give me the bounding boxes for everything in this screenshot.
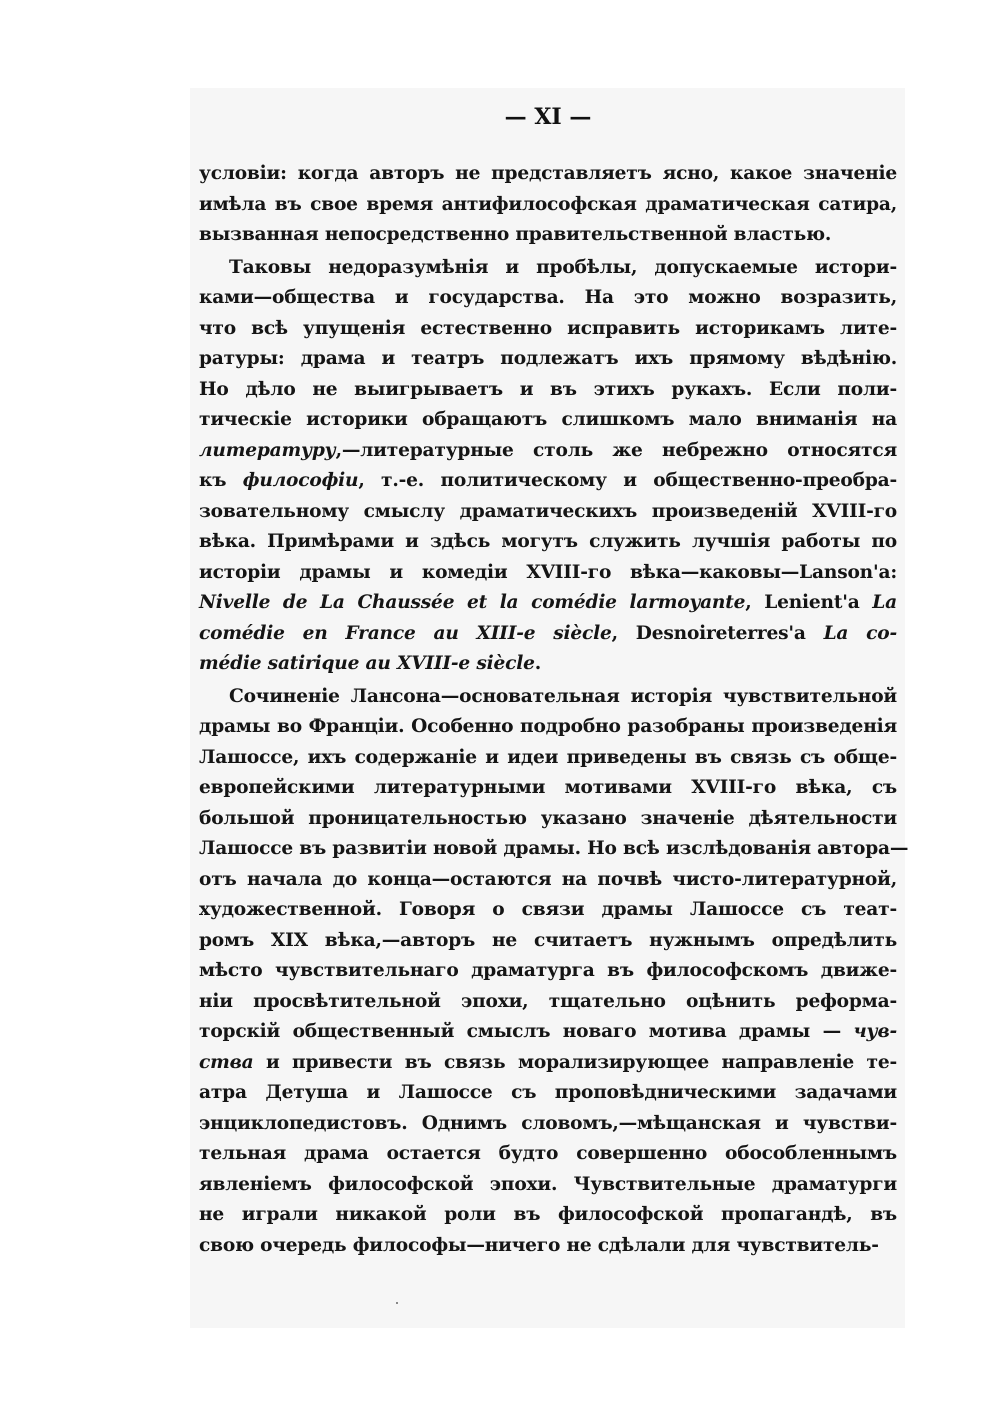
text-line [199,895,897,926]
text-segment: торскiй общественный смыслъ новаго мотива драмы — [199,1021,854,1042]
italic-segment: философiи [242,470,359,491]
text-segment: ками—общества и государства. На это можно возразить, [199,287,897,308]
text-line [199,1109,897,1140]
text-segment: Таковы недоразумѣнiя и пробѣлы, допускаемые истори- [229,256,897,278]
text-line [199,1078,897,1109]
text-line [199,1231,897,1262]
text-segment: вѣка. Примѣрами и здѣсь могутъ служить лучшiя работы по [199,531,897,552]
text-segment: ратуры: драма и театръ подлежатъ ихъ прямому вѣдѣнiю. [199,348,897,369]
text-line [199,375,897,406]
text-segment: исторiи драмы и комедiи XVIII-го вѣка—каковы—Lanson'а: [199,561,897,583]
text-segment: энциклопедистовъ. Однимъ словомъ,—мѣщанская и чувстви- [199,1112,897,1134]
text-segment: ,—литературные столь же небрежно относятся [335,439,897,461]
text-segment: Лашоссе, ихъ содержанiе и идеи приведены въ связь съ обще- [199,746,897,768]
text-segment: имѣла въ свое время антифилософская драматическая сатира, [199,193,897,215]
text-segment: что всѣ упущенiя естественно исправить историкамъ лите- [199,317,897,339]
italic-segment: Nivelle de La Chaussée et la comédie larmoyante [199,592,746,613]
text-segment: зовательному смыслу драматическихъ произведенiй XVIII-го [199,500,897,522]
text-line [199,466,897,497]
text-segment: , т.-е. политическому и общественно-преобра- [358,470,897,491]
text-line [199,1139,897,1170]
text-line [199,527,897,558]
text-segment: условiи: когда авторъ не представляетъ ясно, какое значенiе [199,163,897,184]
text-line [199,283,897,314]
text-segment: Но дѣло не выигрываетъ и въ этихъ рукахъ. Если поли- [199,378,897,400]
text-line [199,314,897,345]
text-line [199,682,897,713]
text-segment: , Desnoireterres'а [611,622,824,644]
italic-segment: чув- [853,1021,897,1042]
text-segment: вызванная непосредственно правительственной властью. [199,224,832,245]
text-segment: Сочиненiе Лансона—основательная исторiя чувствительной [229,685,897,707]
text-line [199,712,897,743]
italic-segment: comédie en France au XIII-e siècle [199,622,612,644]
italic-segment: La [872,592,897,613]
text-segment: отъ начала до конца—остаются на почвѣ чисто-литературной, [199,868,897,890]
text-line [199,253,897,284]
text-line [199,220,897,251]
text-line [199,743,897,774]
italic-segment: médie satirique au XVIII-e siècle [199,653,535,674]
text-segment: , Lenient'а [745,592,873,613]
text-line [199,344,897,375]
text-segment: художественной. Говоря о связи драмы Лашоссе съ теат- [199,899,897,920]
text-line [199,649,897,680]
text-line [199,926,897,957]
text-line [199,987,897,1018]
text-line [199,773,897,804]
text-segment: большой проницательностью указано значенiе дѣятельности [199,807,897,829]
text-line [199,1048,897,1079]
italic-segment: La co- [823,622,897,644]
text-segment: атра Детуша и Лашоссе съ проповѣдническими задачами [199,1082,897,1103]
text-line [199,558,897,589]
text-segment: явленiемъ философской эпохи. Чувствительные драматурги [199,1173,897,1195]
text-line [199,834,909,865]
text-segment: европейскими литературными мотивами XVIII-го вѣка, съ [199,777,897,798]
text-line [199,956,897,987]
text-segment: свою очередь философы—ничего не сдѣлали для чувствитель- [199,1234,879,1256]
text-line [199,405,897,436]
text-segment: къ [199,470,243,491]
text-line [199,1170,897,1201]
italic-segment: ства [199,1051,254,1073]
text-segment: не играли никакой роли въ философской пропагандѣ, въ [199,1204,897,1225]
text-line [199,159,897,190]
text-line [199,804,897,835]
text-line [199,865,897,896]
text-line [199,588,897,619]
text-segment: Лашоссе въ развитiи новой драмы. Но всѣ изслѣдованiя автора— [199,838,909,859]
text-segment: драмы во Францiи. Особенно подробно разобраны произведенiя [199,716,897,737]
print-speck [396,1302,398,1304]
text-segment: и привести въ связь морализирующее направленiе те- [253,1051,897,1073]
text-line [199,1200,897,1231]
text-segment: . [534,653,541,674]
text-segment: ромъ XIX вѣка,—авторъ не считаетъ нужнымъ опредѣлить [199,929,897,951]
text-line [199,619,897,650]
body-text [199,159,909,1261]
text-segment: тическiе историки обращаютъ слишкомъ мало вниманiя на [199,409,897,430]
text-segment: нiи просвѣтительной эпохи, тщательно оцѣнить реформа- [199,990,897,1012]
text-segment: тельная драма остается будто совершенно обособленнымъ [199,1143,897,1164]
text-line [199,436,897,467]
text-line [199,190,897,221]
text-line [199,1017,897,1048]
text-segment: мѣсто чувствительнаго драматурга въ философскомъ движе- [199,960,897,981]
italic-segment: литературу [199,439,336,461]
text-line [199,497,897,528]
page-number: — XI — [504,104,592,130]
